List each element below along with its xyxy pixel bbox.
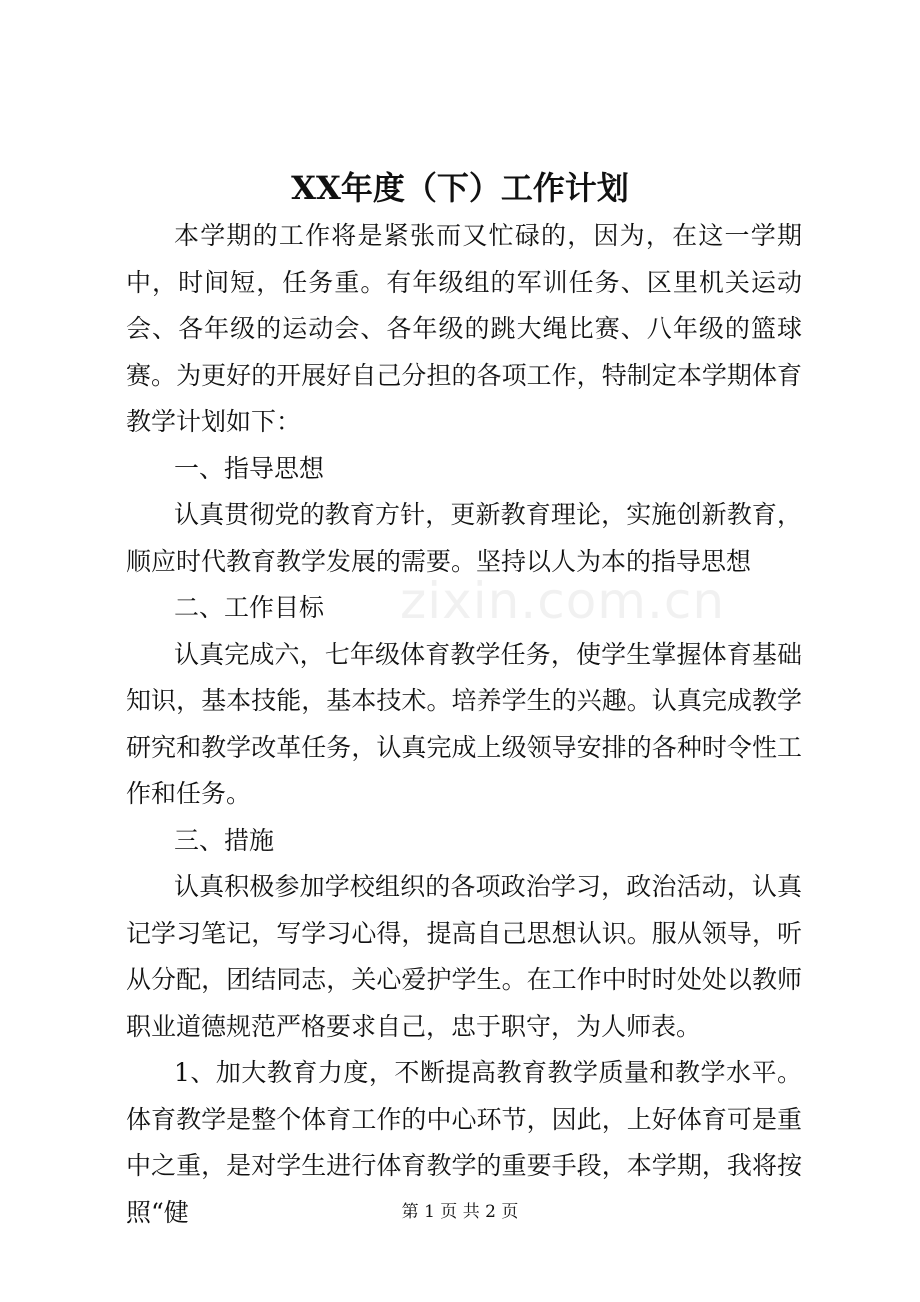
watermark: zixin.com.cn [400, 572, 726, 630]
paragraph-measure-1: 1、加大教育力度，不断提高教育教学质量和教学水平。体育教学是整个体育工作的中心环节，因此，上好体育可是重中之重，是对学生进行体育教学的重要手段，本学期，我将按照“健 [126, 1058, 802, 1227]
section-heading-work-goals: 二、工作目标 [174, 593, 325, 622]
section-heading-measures: 三、措施 [174, 825, 275, 855]
paragraph-guiding-ideology: 认真贯彻党的教育方针，更新教育理论，实施创新教育，顺应时代教育教学发展的需要。坚持以人为本的指导思想 [126, 500, 802, 576]
paragraph-measures: 认真积极参加学校组织的各项政治学习，政治活动，认真记学习笔记，写学习心得，提高自己思想认识。服从领导，听从分配，团结同志，关心爱护学生。在工作中时时处处以教师职业道德规范严格要求自己，忠于职守，为人师表。 [126, 872, 802, 1041]
document-body [126, 213, 802, 1236]
section-heading-guiding-ideology: 一、指导思想 [174, 453, 325, 483]
paragraph-intro: 本学期的工作将是紧张而又忙碌的，因为，在这一学期中，时间短，任务重。有年级组的军训任务、区里机关运动会、各年级的运动会、各年级的跳大绳比赛、八年级的篮球赛。为更好的开展好自己分担的各项工作，特制定本学期体育教学计划如下： [126, 221, 802, 436]
paragraph-work-goals: 认真完成六，七年级体育教学任务，使学生掌握体育基础知识，基本技能，基本技术。培养学生的兴趣。认真完成教学研究和教学改革任务，认真完成上级领导安排的各种时令性工作和任务。 [126, 639, 802, 808]
page-footer: 第 1 页 共 2 页 [401, 1202, 519, 1222]
document-title: XX年度（下）工作计划 [291, 169, 629, 207]
